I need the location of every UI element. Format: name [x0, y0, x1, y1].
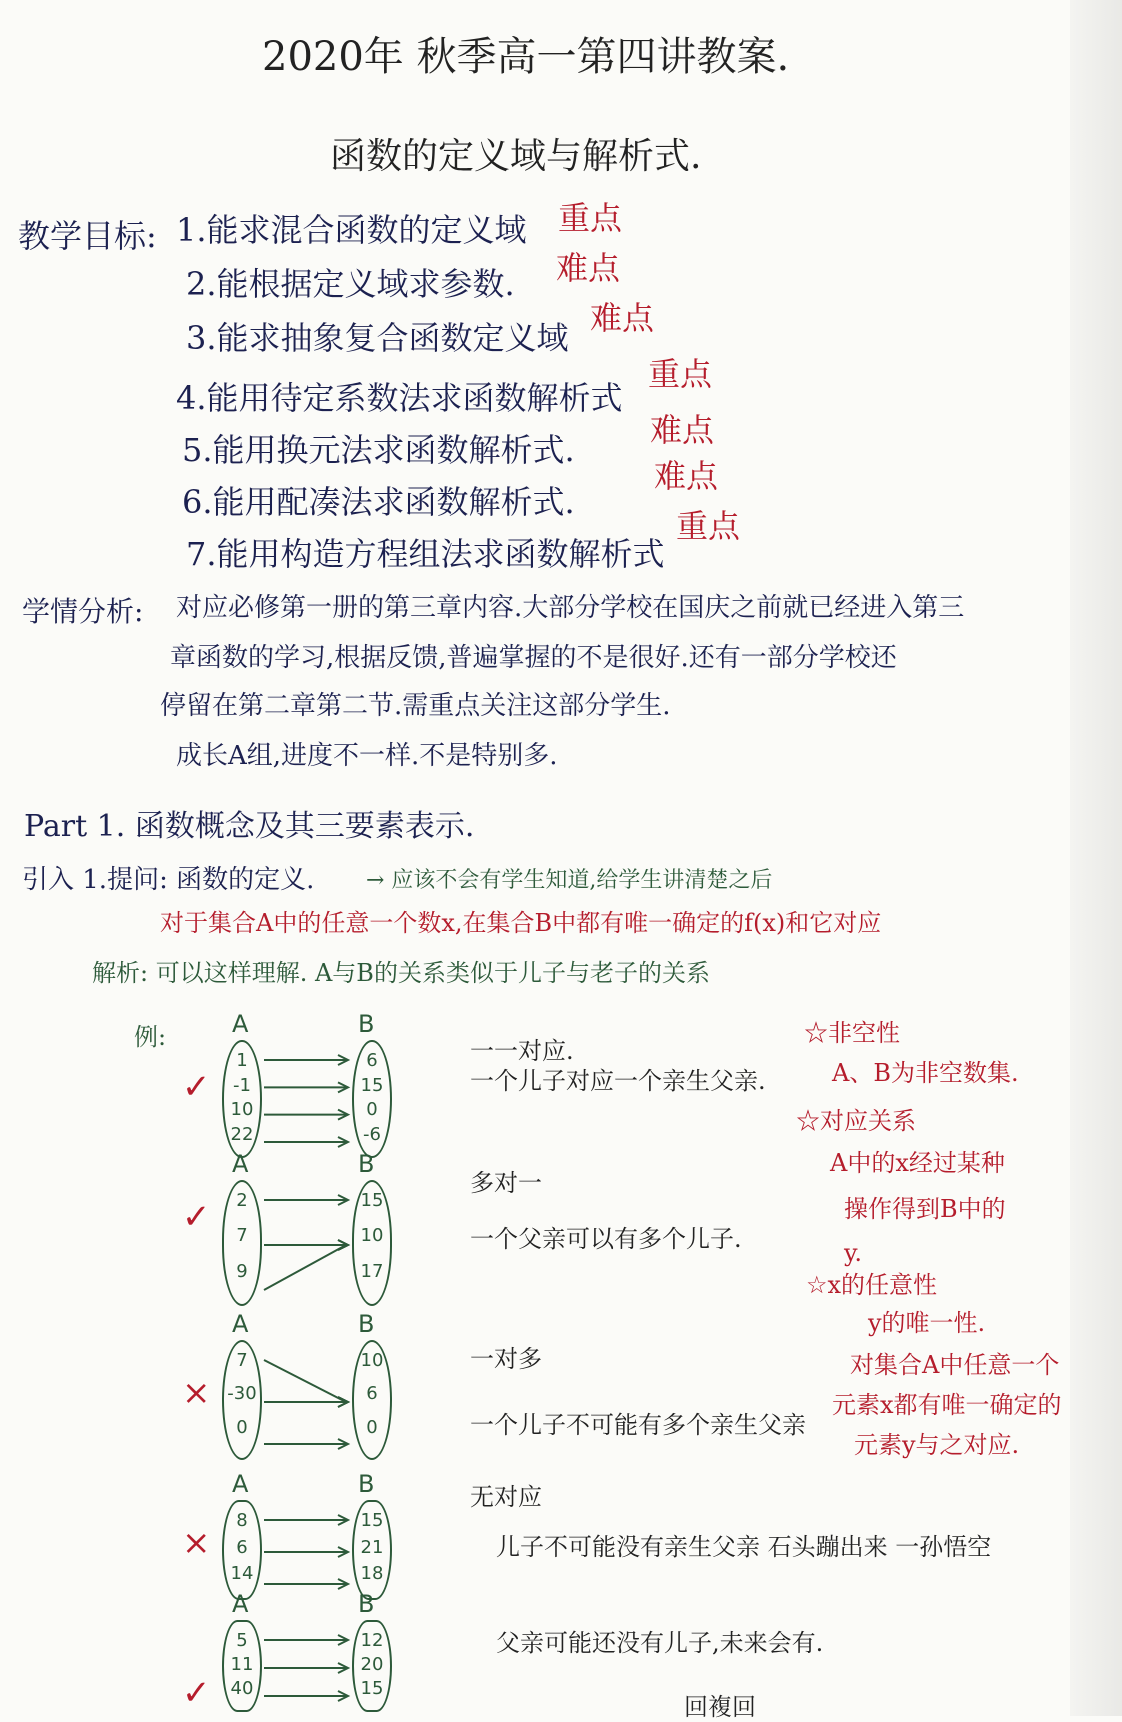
- side-note-line: y.: [844, 1239, 862, 1267]
- goal-item: 1.能求混合函数的定义域: [176, 211, 527, 249]
- goal-tag: 难点: [590, 299, 655, 337]
- set-b-label: B: [358, 1010, 375, 1038]
- goal-tag: 重点: [676, 507, 741, 545]
- set-element: -30: [227, 1383, 257, 1405]
- side-note-heading: ☆对应关系: [796, 1107, 916, 1135]
- side-note-line: 操作得到B中的: [844, 1195, 1006, 1223]
- goal-item: 7.能用构造方程组法求函数解析式: [186, 535, 665, 573]
- cross-mark-icon: ×: [182, 1373, 211, 1413]
- intro-note: → 应该不会有学生知道,给学生讲清楚之后: [366, 868, 773, 893]
- example-label: 例:: [134, 1023, 167, 1051]
- page-subtitle: 函数的定义域与解析式.: [330, 136, 702, 177]
- intro-label: 引入 1.提问: 函数的定义.: [22, 865, 315, 895]
- set-element: 8: [236, 1510, 248, 1531]
- mapping-description: 一个父亲可以有多个儿子.: [470, 1225, 742, 1253]
- function-definition: 对于集合A中的任意一个数x,在集合B中都有唯一确定的f(x)和它对应: [160, 909, 882, 937]
- set-element: 15: [360, 1074, 384, 1096]
- set-element: 10: [230, 1099, 254, 1120]
- set-element: 20: [360, 1654, 384, 1675]
- set-element: 7: [236, 1225, 248, 1247]
- analysis-line: 对应必修第一册的第三章内容.大部分学校在国庆之前就已经进入第三: [176, 593, 965, 623]
- set-b-oval: [352, 1500, 392, 1600]
- set-b-oval: [352, 1620, 392, 1712]
- goal-item: 5.能用换元法求函数解析式.: [182, 431, 575, 469]
- analysis-line: 章函数的学习,根据反馈,普遍掌握的不是很好.还有一部分学校还: [170, 643, 897, 673]
- set-element: 22: [230, 1123, 254, 1145]
- set-element: 11: [230, 1654, 254, 1675]
- side-note-line: A中的x经过某种: [830, 1149, 1005, 1177]
- set-a-label: A: [232, 1010, 249, 1038]
- side-note-heading: ☆非空性: [804, 1019, 900, 1047]
- set-element: 14: [230, 1563, 254, 1585]
- set-element: 6: [366, 1383, 378, 1405]
- mapping-title: 一一对应.: [470, 1037, 574, 1065]
- goal-tag: 重点: [558, 199, 623, 237]
- side-note-line: y的唯一性.: [868, 1309, 986, 1337]
- set-element: 18: [360, 1563, 384, 1585]
- set-b-label: B: [358, 1150, 375, 1178]
- goal-tag: 难点: [650, 411, 715, 449]
- set-element: -6: [363, 1123, 381, 1145]
- paper-edge: [1070, 0, 1122, 1716]
- goal-item: 3.能求抽象复合函数定义域: [186, 319, 569, 357]
- set-element: 15: [360, 1510, 384, 1531]
- set-a-oval: [222, 1340, 262, 1460]
- set-b-oval: [352, 1180, 392, 1306]
- set-element: 0: [366, 1099, 378, 1120]
- set-b-oval: [352, 1040, 392, 1158]
- set-element: 21: [360, 1536, 384, 1558]
- goal-tag: 重点: [648, 355, 713, 393]
- set-a-label: A: [232, 1310, 249, 1338]
- mapping-arrow: [264, 1245, 346, 1290]
- side-note-line: 元素y与之对应.: [854, 1431, 1020, 1459]
- mapping-arrows: [262, 1500, 354, 1600]
- side-note-line: 对集合A中任意一个: [850, 1351, 1060, 1379]
- analysis-line: 停留在第二章第二节.需重点关注这部分学生.: [160, 691, 671, 721]
- check-mark-icon: ✓: [182, 1197, 211, 1237]
- goal-item: 6.能用配凑法求函数解析式.: [182, 483, 575, 521]
- set-a-oval: [222, 1180, 262, 1306]
- cross-mark-icon: ×: [182, 1523, 211, 1563]
- set-a-oval: [222, 1040, 262, 1158]
- check-mark-icon: ✓: [182, 1067, 211, 1107]
- set-a-label: A: [232, 1150, 249, 1178]
- mapping-arrows: [262, 1040, 354, 1158]
- set-element: 9: [236, 1260, 248, 1282]
- mapping-description: 一个儿子对应一个亲生父亲.: [470, 1067, 766, 1095]
- mapping-description: 一个儿子不可能有多个亲生父亲: [470, 1411, 806, 1439]
- set-a-label: A: [232, 1590, 249, 1618]
- goals-label: 教学目标:: [18, 217, 157, 255]
- set-element: 0: [366, 1416, 378, 1438]
- set-b-label: B: [358, 1310, 375, 1338]
- goal-item: 4.能用待定系数法求函数解析式: [176, 379, 623, 417]
- set-a-oval: [222, 1620, 262, 1712]
- mapping-arrow: [264, 1360, 346, 1402]
- mapping-arrows: [262, 1180, 354, 1306]
- mapping-title: 多对一: [470, 1169, 542, 1197]
- set-element: -1: [233, 1074, 251, 1096]
- set-element: 40: [230, 1678, 254, 1699]
- set-element: 0: [236, 1416, 248, 1438]
- set-element: 2: [236, 1190, 248, 1211]
- set-element: 6: [236, 1536, 248, 1558]
- side-note-heading: ☆x的任意性: [806, 1271, 938, 1299]
- set-element: 17: [360, 1260, 384, 1282]
- set-b-oval: [352, 1340, 392, 1460]
- set-b-label: B: [358, 1470, 375, 1498]
- footer-fragment: 回複回: [684, 1693, 756, 1721]
- mapping-arrows: [262, 1340, 354, 1460]
- set-element: 1: [236, 1050, 248, 1071]
- page-title: 2020年 秋季高一第四讲教案.: [262, 34, 790, 80]
- set-element: 6: [366, 1050, 378, 1071]
- part1-heading: Part 1. 函数概念及其三要素表示.: [24, 809, 475, 844]
- side-note-line: 元素x都有唯一确定的: [832, 1391, 1062, 1419]
- mapping-title: 无对应: [470, 1483, 542, 1511]
- set-element: 10: [360, 1225, 384, 1247]
- analysis-label: 学情分析:: [22, 595, 144, 628]
- side-note-line: A、B为非空数集.: [832, 1059, 1019, 1087]
- set-element: 10: [360, 1350, 384, 1371]
- goal-item: 2.能根据定义域求参数.: [186, 265, 515, 303]
- goal-tag: 难点: [654, 457, 719, 495]
- analysis-line: 成长A组,进度不一样.不是特别多.: [176, 741, 558, 771]
- mapping-title: 一对多: [470, 1345, 542, 1373]
- mapping-description: 父亲可能还没有儿子,未来会有.: [496, 1629, 824, 1657]
- mapping-description: 儿子不可能没有亲生父亲 石头蹦出来 一孙悟空: [496, 1533, 992, 1561]
- goal-tag: 难点: [556, 249, 621, 287]
- set-element: 15: [360, 1678, 384, 1699]
- check-mark-icon: ✓: [182, 1673, 211, 1713]
- set-b-label: B: [358, 1590, 375, 1618]
- set-element: 15: [360, 1190, 384, 1211]
- explain-text: 解析: 可以这样理解. A与B的关系类似于儿子与老子的关系: [92, 959, 710, 987]
- set-a-label: A: [232, 1470, 249, 1498]
- set-element: 7: [236, 1350, 248, 1371]
- mapping-arrows: [262, 1620, 354, 1712]
- set-a-oval: [222, 1500, 262, 1600]
- set-element: 12: [360, 1630, 384, 1651]
- set-element: 5: [236, 1630, 248, 1651]
